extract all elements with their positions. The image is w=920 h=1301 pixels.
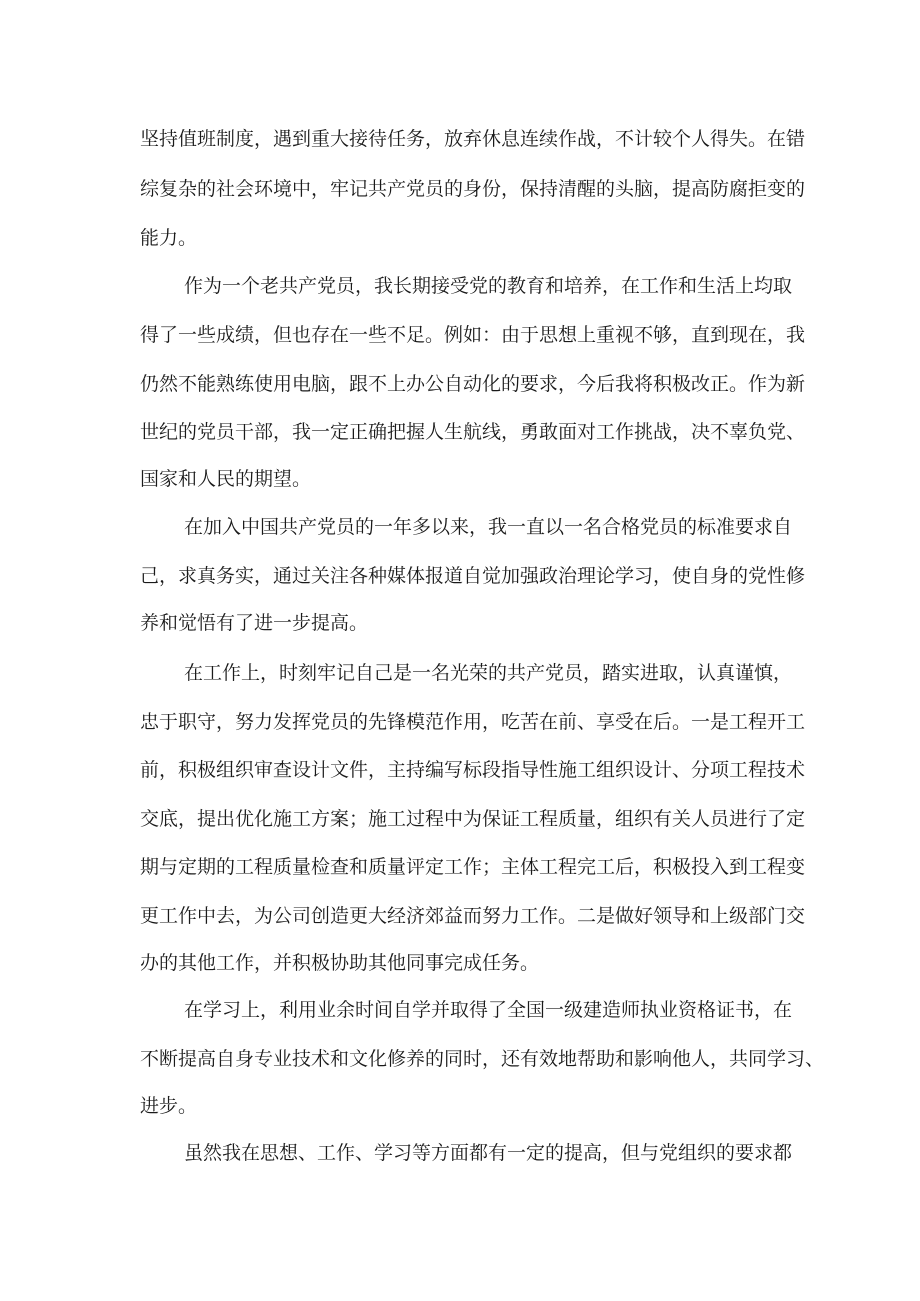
paragraph-2-line-4: 世纪的党员干部，我一定正确把握人生航线，勇敢面对工作挑战，决不辜负党、 [140,421,806,443]
paragraph-3-line-1: 在加入中国共产党员的一年多以来，我一直以一名合格党员的标准要求自 [184,516,793,538]
paragraph-4-line-2: 忠于职守，努力发挥党员的先锋模范作用，吃苦在前、享受在后。一是工程开工 [140,711,806,733]
paragraph-2-line-3: 仍然不能熟练使用电脑，跟不上办公自动化的要求，今后我将积极改正。作为新 [140,373,806,395]
paragraph-4-line-5: 期与定期的工程质量检查和质量评定工作；主体工程完工后，积极投入到工程变 [140,856,806,878]
paragraph-4-line-6: 更工作中去，为公司创造更大经济郊益而努力工作。二是做好领导和上级部门交 [140,905,806,927]
paragraph-6-line-1: 虽然我在思想、工作、学习等方面都有一定的提高，但与党组织的要求都 [184,1142,793,1164]
paragraph-1-line-3: 能力。 [140,227,198,249]
paragraph-1-line-2: 综复杂的社会环境中，牢记共产党员的身份，保持清醒的头脑，提高防腐拒变的 [140,178,806,200]
paragraph-2-line-5: 国家和人民的期望。 [140,468,312,490]
paragraph-4-line-1: 在工作上，时刻牢记自己是一名光荣的共产党员，踏实进取，认真谨慎， [184,662,793,684]
paragraph-5-line-1: 在学习上，利用业余时间自学并取得了全国一级建造师执业资格证书，在 [184,999,793,1021]
paragraph-5-line-3: 进步。 [140,1095,198,1117]
paragraph-4-line-7: 办的其他工作，并积极协助其他同事完成任务。 [140,952,540,974]
paragraph-4-line-4: 交底，提出优化施工方案；施工过程中为保证工程质量，组织有关人员进行了定 [140,808,806,830]
paragraph-2-line-1: 作为一个老共产党员，我长期接受党的教育和培养，在工作和生活上均取 [184,275,793,297]
paragraph-4-line-3: 前，积极组织审查设计文件，主持编写标段指导性施工组织设计、分项工程技术 [140,759,806,781]
paragraph-1-line-1: 坚持值班制度，遇到重大接待任务，放弃休息连续作战，不计较个人得失。在错 [140,128,806,150]
paragraph-5-line-2: 不断提高自身专业技术和文化修养的同时，还有效地帮助和影响他人，共同学习、 [140,1048,825,1070]
paragraph-3-line-2: 己，求真务实，通过关注各种媒体报道自觉加强政治理论学习，使自身的党性修 [140,565,806,587]
paragraph-3-line-3: 养和觉悟有了进一步提高。 [140,612,369,634]
paragraph-2-line-2: 得了一些成绩，但也存在一些不足。例如：由于思想上重视不够，直到现在，我 [140,324,806,346]
